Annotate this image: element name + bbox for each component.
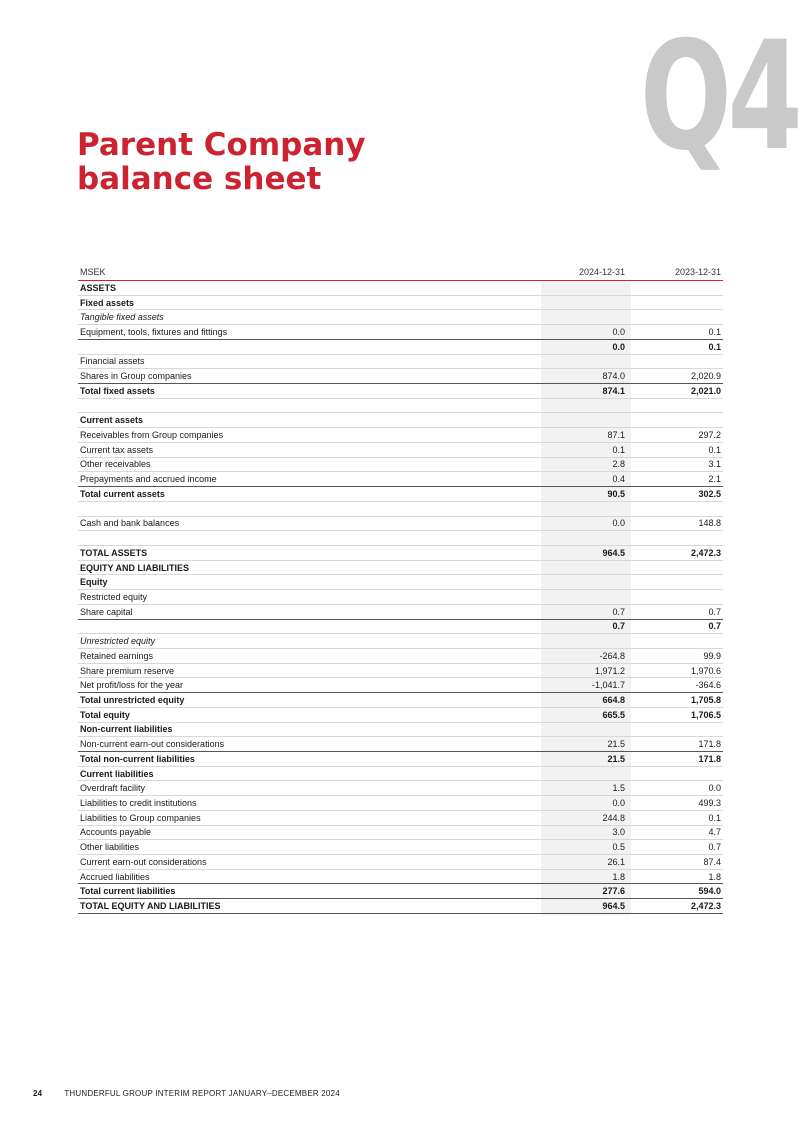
value-2024: 0.4 [612,474,625,485]
value-2023: 148.8 [698,518,721,529]
value-2023: 171.8 [698,739,721,750]
value-2023: 2,021.0 [690,385,721,396]
value-2023: 2,472.3 [690,547,721,558]
table-row [78,664,723,679]
table-row [78,605,723,620]
table-row [78,413,723,428]
row-label: Unrestricted equity [80,636,156,647]
table-row [78,561,723,576]
header-col-2023: 2023-12-31 [674,267,721,277]
row-label: Equipment, tools, fixtures and fittings [80,327,228,338]
table-row [78,693,723,708]
value-2024: 1.8 [612,871,625,882]
table-row [78,811,723,826]
page-title-line-1: Parent Company [77,127,366,163]
table-row [78,723,723,738]
table-body [78,281,723,914]
table-row [78,678,723,693]
table-row [78,781,723,796]
table-row [78,752,723,767]
page-title [77,128,477,196]
value-2023: 0.1 [708,327,721,338]
quarter-watermark: Q4 [640,10,799,184]
row-label: Current earn-out considerations [80,856,207,867]
table-row [78,281,723,296]
value-2024: 964.5 [602,547,625,558]
value-2024: 26.1 [607,856,625,867]
table-row [78,369,723,384]
table-row [78,826,723,841]
table-row [78,399,723,414]
value-2024: 0.0 [612,341,625,352]
value-2024: 0.0 [612,518,625,529]
row-label: Net profit/loss for the year [80,680,184,691]
value-2024: -1,041.7 [591,680,625,691]
row-label: TOTAL ASSETS [80,547,148,558]
value-2023: 171.8 [698,753,721,764]
table-row [78,517,723,532]
table-row [78,502,723,517]
table-row [78,340,723,355]
value-2024: 0.0 [612,327,625,338]
value-2023: 594.0 [698,886,721,897]
row-label: Total fixed assets [80,385,155,396]
value-2024: 0.7 [612,606,625,617]
value-2023: 2,472.3 [690,901,721,912]
row-label: Total equity [80,709,130,720]
table-row [78,487,723,502]
value-2023: 0.1 [708,341,721,352]
row-label: Overdraft facility [80,783,146,794]
value-2023: 3.1 [708,459,721,470]
row-label: Other liabilities [80,842,140,853]
value-2024: 0.5 [612,842,625,853]
row-label: Total non-current liabilities [80,753,195,764]
row-label: Non-current liabilities [80,724,173,735]
table-row [78,708,723,723]
value-2023: 99.9 [703,650,721,661]
table-row [78,767,723,782]
header-col-2024: 2024-12-31 [578,267,625,277]
table-row [78,737,723,752]
table-row [78,325,723,340]
table-row [78,840,723,855]
row-label: Accrued liabilities [80,871,150,882]
value-2023: 297.2 [698,430,721,441]
row-label: Liabilities to credit institutions [80,798,197,809]
table-row [78,531,723,546]
header-label: MSEK [80,267,106,277]
table-row [78,575,723,590]
table-row [78,384,723,399]
table-row [78,296,723,311]
value-2024: 0.7 [612,621,625,632]
table-row [78,855,723,870]
table-row [78,472,723,487]
table-header-row [78,264,723,281]
table-row [78,620,723,635]
page-title-line-2: balance sheet [77,161,322,197]
row-label: Liabilities to Group companies [80,812,201,823]
value-2024: 87.1 [607,430,625,441]
value-2024: 1,971.2 [594,665,625,676]
value-2023: 0.1 [708,444,721,455]
value-2024: 0.0 [612,798,625,809]
row-label: Total unrestricted equity [80,694,185,705]
row-label: Financial assets [80,356,145,367]
table-row [78,796,723,811]
row-label: Other receivables [80,459,151,470]
row-label: Share premium reserve [80,665,175,676]
table-row [78,458,723,473]
table-row [78,590,723,605]
value-2023: 2,020.9 [690,371,721,382]
row-label: Shares in Group companies [80,371,192,382]
row-label: Tangible fixed assets [80,312,164,323]
value-2023: 87.4 [703,856,721,867]
balance-sheet-table [78,264,723,914]
row-label: Current tax assets [80,444,154,455]
row-label: Total current assets [80,488,165,499]
value-2023: 1,705.8 [690,694,721,705]
page-footer [33,1089,340,1098]
value-2023: 1,970.6 [690,665,721,676]
value-2023: 302.5 [698,488,721,499]
value-2023: 0.0 [708,783,721,794]
value-2023: 0.7 [708,606,721,617]
value-2024: 21.5 [607,739,625,750]
row-label: Receivables from Group companies [80,430,224,441]
table-row [78,443,723,458]
row-label: EQUITY AND LIABILITIES [80,562,190,573]
row-label: Share capital [80,606,133,617]
value-2024: 3.0 [612,827,625,838]
table-row [78,546,723,561]
value-2024: 964.5 [602,901,625,912]
table-row [78,870,723,885]
value-2024: 0.1 [612,444,625,455]
row-label: Equity [80,577,108,588]
row-label: TOTAL EQUITY AND LIABILITIES [80,901,221,912]
value-2024: 244.8 [602,812,625,823]
row-label: Fixed assets [80,297,135,308]
value-2024: 21.5 [607,753,625,764]
table-row [78,884,723,899]
value-2023: 1,706.5 [690,709,721,720]
row-label: Current assets [80,415,144,426]
row-label: Non-current earn-out considerations [80,739,225,750]
page-number: 24 [33,1089,43,1098]
table-row [78,634,723,649]
value-2023: 0.7 [708,621,721,632]
table-row [78,649,723,664]
value-2024: 664.8 [602,694,625,705]
table-row [78,428,723,443]
row-label: Cash and bank balances [80,518,180,529]
table-row [78,310,723,325]
value-2023: 0.7 [708,842,721,853]
footer-text: THUNDERFUL GROUP INTERIM REPORT JANUARY–DECEMBER 2024 [64,1089,340,1098]
value-2024: 90.5 [607,488,625,499]
row-label: Total current liabilities [80,886,176,897]
value-2023: 1.8 [708,871,721,882]
value-2023: 0.1 [708,812,721,823]
value-2024: 665.5 [602,709,625,720]
table-row [78,355,723,370]
value-2023: 4.7 [708,827,721,838]
value-2023: -364.6 [695,680,721,691]
row-label: Restricted equity [80,591,148,602]
value-2024: 277.6 [602,886,625,897]
table-row [78,899,723,914]
row-label: Accounts payable [80,827,152,838]
value-2024: -264.8 [599,650,625,661]
value-2024: 874.0 [602,371,625,382]
row-label: Prepayments and accrued income [80,474,217,485]
value-2024: 1.5 [612,783,625,794]
row-label: Current liabilities [80,768,154,779]
value-2024: 2.8 [612,459,625,470]
value-2023: 499.3 [698,798,721,809]
row-label: Retained earnings [80,650,154,661]
value-2023: 2.1 [708,474,721,485]
value-2024: 874.1 [602,385,625,396]
row-label: ASSETS [80,282,117,293]
